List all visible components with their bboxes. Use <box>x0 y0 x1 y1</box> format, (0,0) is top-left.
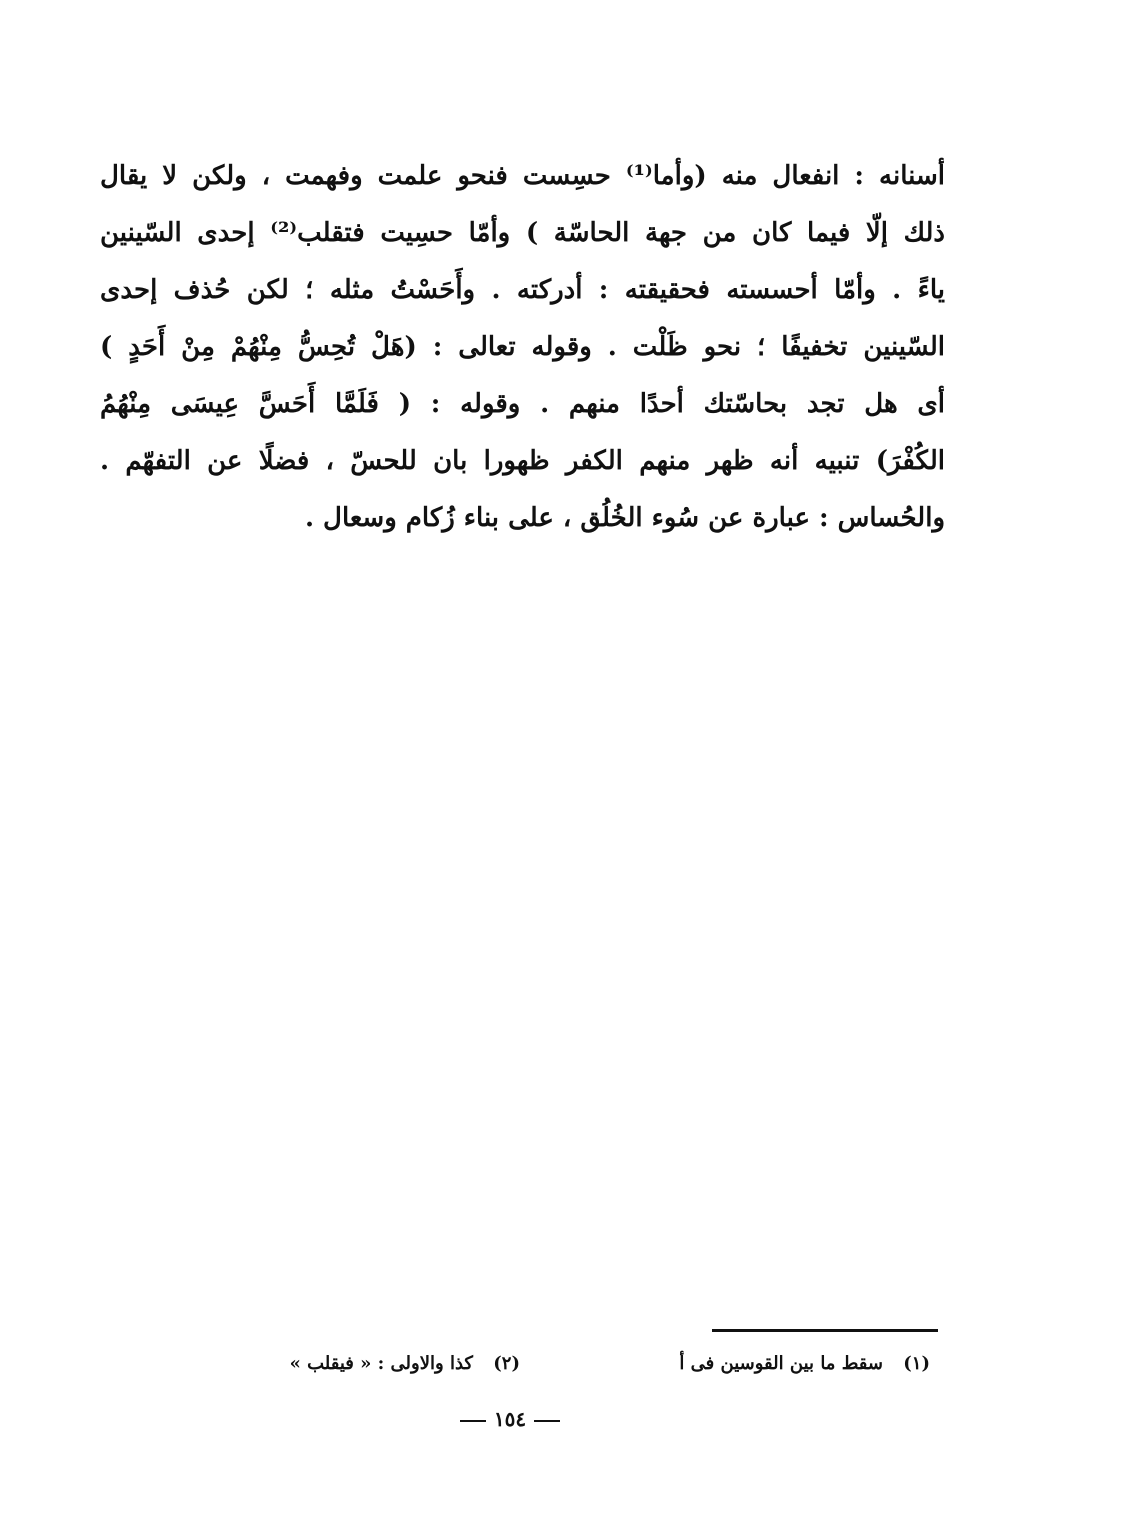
footnote-1-text: سقط ما بين القوسين فى أ <box>679 1353 883 1374</box>
footnote-1-marker: (١) <box>903 1353 930 1374</box>
footnote-2-text: كذا والاولى : « فيقلب » <box>289 1353 473 1374</box>
text-line-1: أسنانه : انفعال منه (وأما⁽¹⁾ حسِست فنحو علمت وفهمت ، ولكن لا يقال <box>100 161 945 191</box>
main-text-block <box>100 148 945 547</box>
footnotes <box>200 1348 930 1380</box>
page-number-value: ١٥٤ <box>493 1407 527 1431</box>
text-line-2: ذلك إلّا فيما كان من جهة الحاسّة ) وأمّا حسِيت فتقلب⁽²⁾ إحدى السّينين <box>100 218 945 248</box>
footnote-2 <box>290 1348 520 1380</box>
text-line-5: أى هل تجد بحاسّتك أحدًا منهم . وقوله : ( فَلَمَّا أَحَسَّ عِيسَى مِنْهُمُ <box>100 389 945 419</box>
text-line-4: السّينين تخفيفًا ؛ نحو ظَلْت . وقوله تعالى : (هَلْ تُحِسُّ مِنْهُمْ مِنْ أَحَدٍ ) <box>100 332 945 362</box>
footnote-separator <box>712 1329 938 1332</box>
page-number-dash-left <box>460 1420 486 1422</box>
footnote-1 <box>679 1348 930 1380</box>
text-line-6: الكُفْرَ) تنبيه أنه ظهر منهم الكفر ظهورا بان للحسّ ، فضلًا عن التفهّم . <box>100 446 945 476</box>
page-number-dash-right <box>534 1420 560 1422</box>
text-line-3: ياءً . وأمّا أحسسته فحقيقته : أدركته . وأَحَسْتُ مثله ؛ لكن حُذف إحدى <box>100 275 945 305</box>
text-line-7: والحُساس : عبارة عن سُوء الخُلُق ، على بناء زُكام وسعال . <box>304 503 945 533</box>
footnote-2-marker: (٢) <box>493 1353 520 1374</box>
page-number <box>440 1404 580 1434</box>
